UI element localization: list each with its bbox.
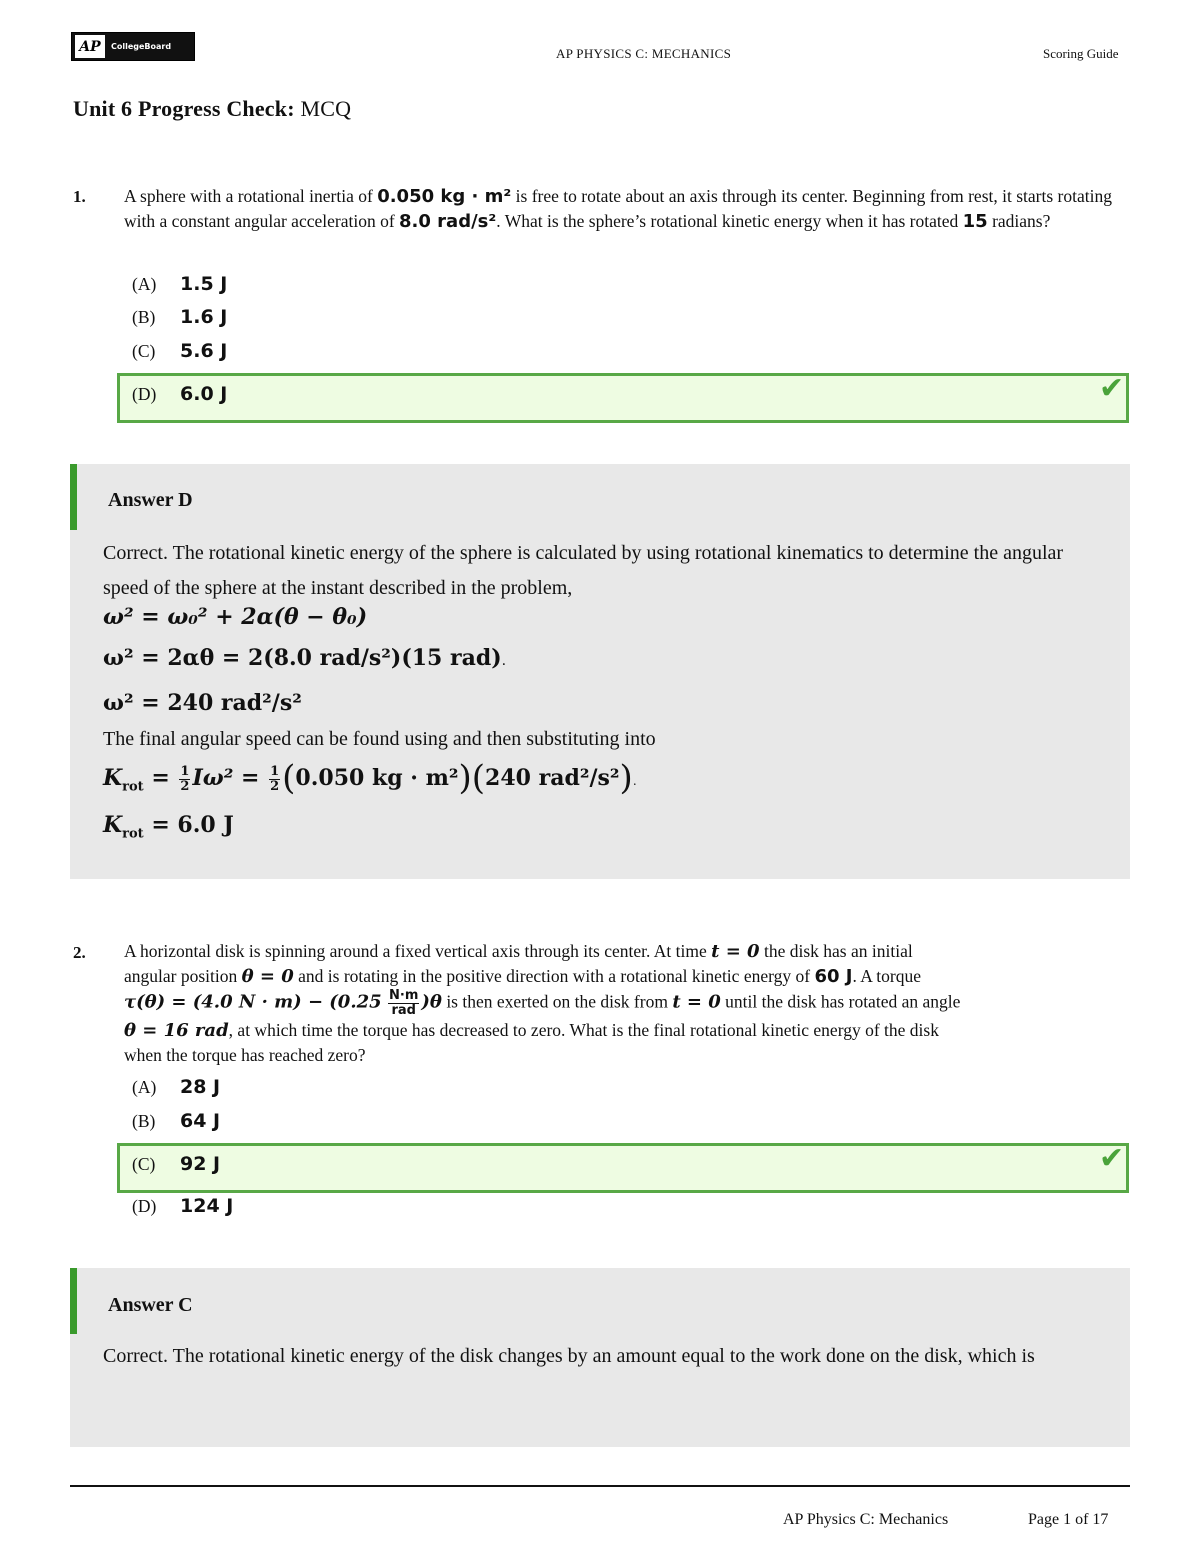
equation-text: ω² = ω₀² + 2α(θ − θ₀)	[103, 604, 368, 630]
checkmark-icon: ✔	[1099, 1141, 1125, 1176]
equation-tail: .	[632, 774, 637, 788]
option-label: (A)	[132, 273, 157, 294]
q2-stem-line	[124, 1018, 1132, 1043]
checkmark-icon: ✔	[1099, 371, 1125, 406]
numerator: 1	[180, 763, 190, 779]
option-label: (C)	[132, 1153, 156, 1174]
equation-text: = 6.0 J	[151, 812, 234, 838]
option-label: (D)	[132, 1195, 157, 1216]
option-value: 64 J	[180, 1110, 221, 1132]
footer-course: AP Physics C: Mechanics	[783, 1511, 949, 1528]
q1-explanation-2: The final angular speed can be found using and then substituting into	[103, 728, 656, 750]
paren: )	[619, 758, 633, 798]
q2-correct-option-highlight	[117, 1143, 1129, 1193]
ap-logo-mark: AP	[75, 35, 105, 58]
option-value: 1.6 J	[180, 306, 228, 328]
q1-equation-3	[103, 690, 302, 716]
option-value: 124 J	[180, 1195, 234, 1217]
q2-explanation: Correct. The rotational kinetic energy of the disk changes by an amount equal to the work done on the disk, which is	[103, 1345, 1035, 1367]
q2-math: )θ	[421, 991, 442, 1013]
q2-option-c[interactable]	[132, 1153, 220, 1175]
denominator: 2	[270, 778, 280, 794]
q1-stem-text: is free to rotate about an axis through its center. Beginning from rest, it starts rotating with a constant angular acceleration of	[124, 186, 1112, 231]
equation-subscript: rot	[122, 779, 144, 795]
q2-math: θ = 0	[241, 966, 294, 987]
option-label: (D)	[132, 383, 157, 404]
q1-answer-title: Answer D	[108, 489, 193, 511]
option-value: 28 J	[180, 1076, 221, 1098]
collegeboard-wordmark: CollegeBoard	[111, 42, 172, 51]
q1-option-b[interactable]	[132, 306, 227, 328]
question-2-stem	[124, 939, 1132, 1068]
q1-inertia-value: 0.050 kg · m²	[377, 186, 512, 207]
option-label: (C)	[132, 340, 156, 361]
q1-stem-text: radians?	[992, 211, 1051, 231]
q1-correct-option-highlight	[117, 373, 1129, 423]
q1-equation-1	[103, 604, 367, 630]
footer-page-number: Page 1 of 17	[1028, 1511, 1109, 1528]
option-value: 5.6 J	[180, 340, 228, 362]
question-2-number: 2.	[73, 943, 86, 962]
q2-math: t = 0	[672, 991, 721, 1013]
q1-acceleration-value: 8.0 rad/s²	[399, 211, 497, 232]
equation-text: ω² = 2αθ = 2(8.0 rad/s²)(15 rad)	[103, 645, 502, 671]
q2-stem-line	[124, 989, 1132, 1018]
numerator: N·m	[389, 988, 419, 1003]
q2-stem-text: A horizontal disk is spinning around a fixed vertical axis through its center. At time	[124, 941, 707, 961]
q2-stem-text: . A torque	[852, 966, 922, 986]
q1-stem-text: . What is the sphere’s rotational kinetic energy when it has rotated	[496, 211, 959, 231]
page-title	[73, 96, 351, 122]
q2-energy-value: 60 J	[814, 966, 853, 987]
q2-torque-expression: τ(θ) = (4.0 N · m) − (0.25	[124, 991, 382, 1013]
question-1-stem	[124, 184, 1132, 234]
option-value: 92 J	[180, 1153, 221, 1175]
q1-equation-2	[103, 645, 506, 671]
q2-option-b[interactable]	[132, 1110, 220, 1132]
q2-stem-line	[124, 964, 1132, 989]
footer-divider	[70, 1485, 1130, 1487]
equation-text: Iω² =	[192, 765, 260, 791]
q1-equation-4	[103, 758, 637, 798]
title-bold: Unit 6 Progress Check:	[73, 96, 295, 121]
equation-text: ω² = 240 rad²/s²	[103, 690, 302, 716]
fraction-half	[179, 765, 190, 794]
paren: (	[471, 758, 486, 798]
q2-stem-text: angular position	[124, 966, 238, 986]
option-label: (B)	[132, 306, 156, 327]
q1-angle-value: 15	[962, 211, 988, 232]
q2-stem-line	[124, 939, 1132, 964]
paren: (	[282, 758, 296, 798]
ap-collegeboard-logo	[71, 32, 195, 61]
option-value: 1.5 J	[180, 273, 228, 295]
q2-answer-title: Answer C	[108, 1294, 193, 1316]
equation-text: 0.050 kg · m²	[295, 765, 459, 791]
q2-stem-line: when the torque has reached zero?	[124, 1045, 366, 1065]
paren: )	[458, 758, 472, 798]
title-normal: MCQ	[300, 96, 352, 121]
q2-stem-text: is then exerted on the disk from	[446, 991, 668, 1012]
numerator: 1	[270, 763, 280, 779]
q2-option-a[interactable]	[132, 1076, 220, 1098]
q1-option-c[interactable]	[132, 340, 227, 362]
header-scoring-guide: Scoring Guide	[1043, 46, 1119, 61]
option-label: (B)	[132, 1110, 156, 1131]
fraction-half	[269, 765, 280, 794]
q2-stem-text: , at which time the torque has decreased to zero. What is the final rotational kinetic energy of the disk	[228, 1020, 939, 1040]
equation-subscript: rot	[122, 826, 144, 842]
equation-var: K	[103, 765, 123, 791]
q1-equation-5	[103, 812, 234, 841]
q2-stem-text: the disk has an initial	[763, 941, 913, 961]
header-course: AP PHYSICS C: MECHANICS	[556, 46, 732, 61]
q1-stem-text: A sphere with a rotational inertia of	[124, 186, 373, 206]
denominator: 2	[180, 778, 190, 794]
q2-option-d[interactable]	[132, 1195, 233, 1217]
q1-explanation: Correct. The rotational kinetic energy of the sphere is calculated by using rotational kinematics to determine the angular speed of the sphere at the instant described in the problem,	[103, 542, 1064, 599]
q2-stem-text: and is rotating in the positive direction with a rotational kinetic energy of	[298, 966, 811, 986]
equation-var: K	[103, 812, 123, 838]
equation-op: =	[151, 765, 178, 791]
q1-option-d[interactable]	[132, 383, 227, 405]
option-label: (A)	[132, 1076, 157, 1097]
q2-torque-fraction	[388, 989, 419, 1018]
q2-math: t = 0	[711, 941, 760, 962]
q1-option-a[interactable]	[132, 273, 227, 295]
q2-stem-text: until the disk has rotated an angle	[725, 991, 961, 1012]
q2-answer-accent-bar	[70, 1268, 77, 1334]
equation-tail: .	[501, 653, 507, 669]
question-1-number: 1.	[73, 187, 86, 206]
equation-text: 240 rad²/s²	[485, 765, 620, 791]
q1-answer-accent-bar	[70, 464, 77, 530]
option-value: 6.0 J	[180, 383, 228, 405]
denominator: rad	[391, 1003, 416, 1018]
q2-math: θ = 16 rad	[124, 1020, 229, 1041]
